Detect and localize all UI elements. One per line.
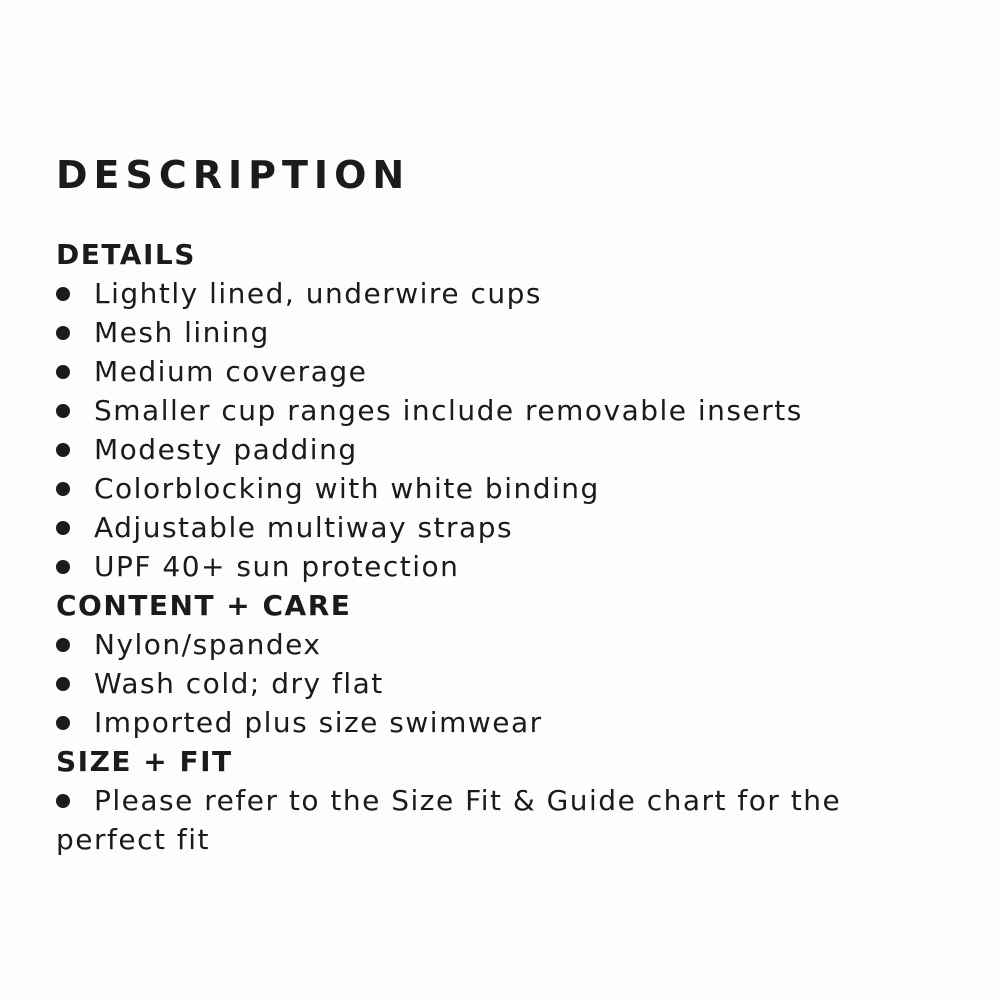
list-item <box>56 313 946 352</box>
details-list <box>56 274 946 586</box>
size-fit-list <box>56 781 946 859</box>
bullet-dot-icon <box>56 287 70 301</box>
bullet-dot-icon <box>56 677 70 691</box>
page-title: DESCRIPTION <box>56 153 411 197</box>
list-item <box>56 781 946 859</box>
bullet-dot-icon <box>56 404 70 418</box>
list-item <box>56 469 946 508</box>
list-item-text: Please refer to the Size Fit & Guide chart for the perfect fit <box>56 784 842 856</box>
list-item <box>56 508 946 547</box>
list-item-text: Imported plus size swimwear <box>94 706 543 739</box>
description-sections <box>56 235 946 859</box>
list-item <box>56 391 946 430</box>
list-item-text: Modesty padding <box>94 433 358 466</box>
list-item-text: UPF 40+ sun protection <box>94 550 460 583</box>
bullet-dot-icon <box>56 365 70 379</box>
list-item-text: Adjustable multiway straps <box>94 511 514 544</box>
list-item <box>56 703 946 742</box>
list-item <box>56 625 946 664</box>
bullet-dot-icon <box>56 443 70 457</box>
list-item <box>56 664 946 703</box>
list-item-text: Colorblocking with white binding <box>94 472 600 505</box>
bullet-dot-icon <box>56 560 70 574</box>
bullet-dot-icon <box>56 482 70 496</box>
section-heading-details: DETAILS <box>56 238 196 271</box>
list-item <box>56 352 946 391</box>
list-item <box>56 430 946 469</box>
list-item <box>56 274 946 313</box>
list-item-text: Lightly lined, underwire cups <box>94 277 542 310</box>
bullet-dot-icon <box>56 521 70 535</box>
list-item-text: Wash cold; dry flat <box>94 667 384 700</box>
list-item <box>56 547 946 586</box>
section-details <box>56 235 946 586</box>
list-item-text: Mesh lining <box>94 316 270 349</box>
bullet-dot-icon <box>56 794 70 808</box>
list-item-text: Medium coverage <box>94 355 368 388</box>
description-panel <box>56 150 946 859</box>
list-item-text: Smaller cup ranges include removable inserts <box>94 394 803 427</box>
bullet-dot-icon <box>56 638 70 652</box>
list-item-text: Nylon/spandex <box>94 628 322 661</box>
section-size-fit <box>56 742 946 859</box>
section-content-care <box>56 586 946 742</box>
section-heading-size-fit: SIZE + FIT <box>56 745 233 778</box>
section-heading-content-care: CONTENT + CARE <box>56 589 352 622</box>
content-care-list <box>56 625 946 742</box>
bullet-dot-icon <box>56 716 70 730</box>
bullet-dot-icon <box>56 326 70 340</box>
